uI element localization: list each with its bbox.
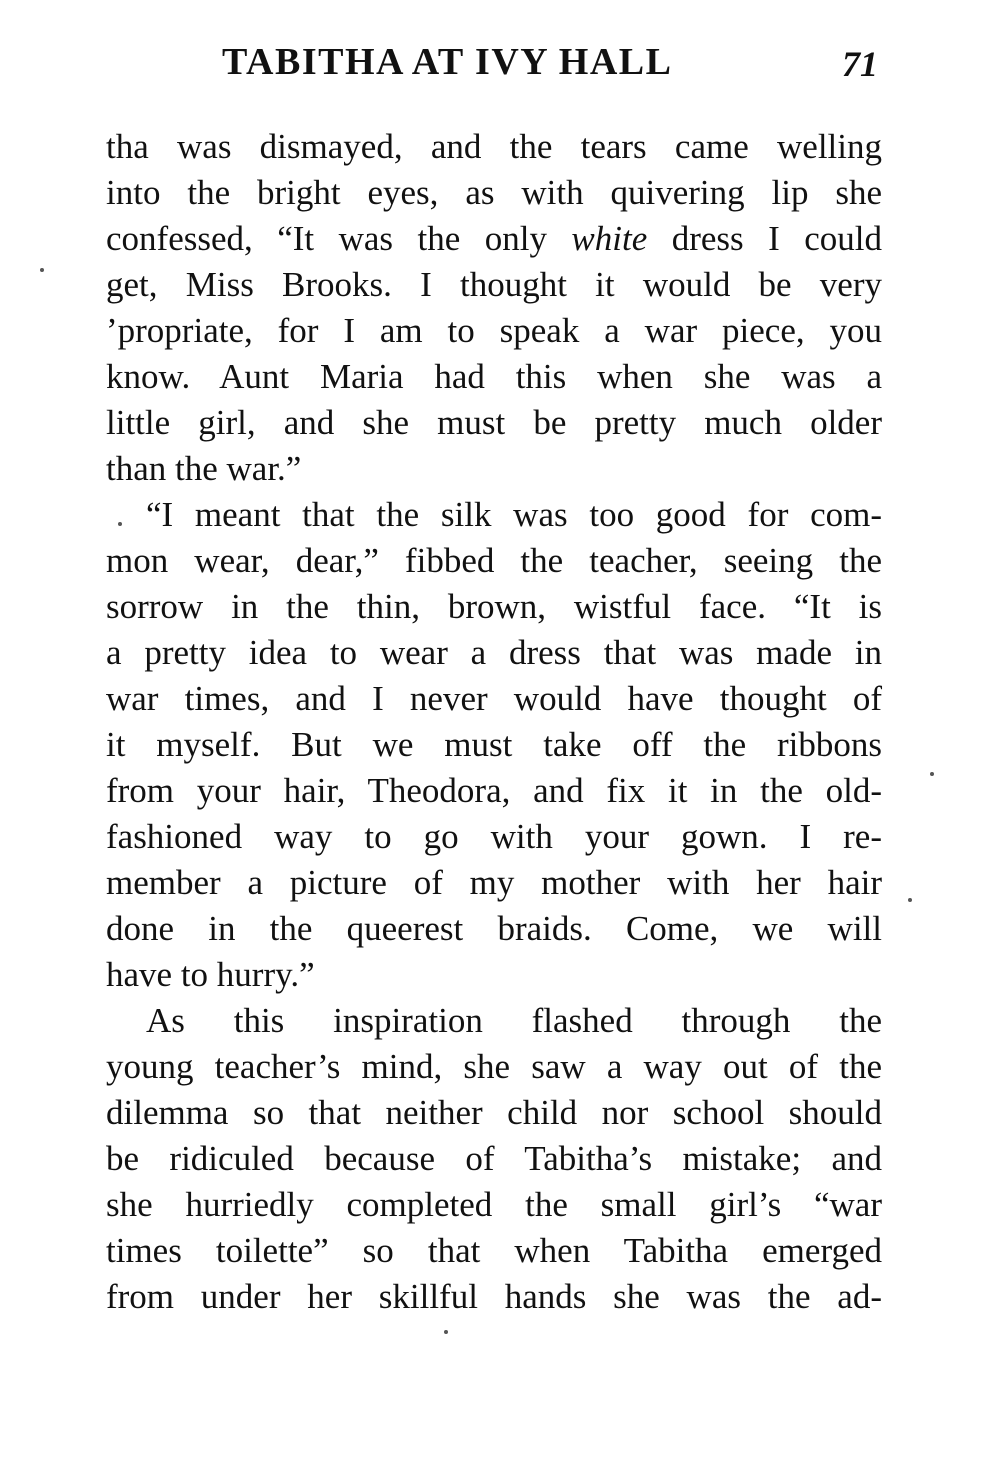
running-title: TABITHA AT IVY HALL — [222, 41, 673, 83]
text-line: a pretty idea to wear a dress that was made in — [106, 633, 882, 672]
text-line: dilemma so that neither child nor school should — [106, 1093, 882, 1132]
text-line: know. Aunt Maria had this when she was a — [106, 357, 882, 396]
text-line: times toilette” so that when Tabitha emerged — [106, 1231, 882, 1270]
text-line: sorrow in the thin, brown, wistful face. “It is — [106, 587, 882, 626]
scan-speck — [930, 772, 934, 776]
text-line: from under her skillful hands she was the ad- — [106, 1277, 882, 1316]
text-line: member a picture of my mother with her hair — [106, 863, 882, 902]
text-segment: dress I could — [647, 219, 882, 258]
text-line: than the war.” — [106, 449, 302, 488]
page-number: 71 — [842, 44, 878, 84]
text-line: tha was dismayed, and the tears came welling — [106, 127, 882, 166]
scan-speck — [40, 268, 44, 272]
text-line: fashioned way to go with your gown. I re- — [106, 817, 882, 856]
text-line: into the bright eyes, as with quivering lip she — [106, 173, 882, 212]
text-line: she hurriedly completed the small girl’s “war — [106, 1185, 882, 1224]
text-line: little girl, and she must be pretty much older — [106, 403, 882, 442]
text-line: ’propriate, for I am to speak a war piece, you — [106, 311, 882, 350]
text-line: As this inspiration flashed through the — [146, 1001, 882, 1040]
text-line: it myself. But we must take off the ribbons — [106, 725, 882, 764]
scan-speck — [444, 1330, 448, 1334]
text-line: war times, and I never would have thought of — [106, 679, 882, 718]
emphasized-word: white — [571, 219, 648, 258]
scan-speck — [908, 898, 912, 902]
text-line: be ridiculed because of Tabitha’s mistake; and — [106, 1139, 882, 1178]
text-line: done in the queerest braids. Come, we will — [106, 909, 882, 948]
text-line-with-emphasis — [106, 216, 882, 262]
body-text — [106, 124, 882, 1320]
text-line: from your hair, Theodora, and fix it in the old- — [106, 771, 882, 810]
text-line: young teacher’s mind, she saw a way out of the — [106, 1047, 882, 1086]
text-line: “I meant that the silk was too good for com- — [146, 495, 882, 534]
text-line: mon wear, dear,” fibbed the teacher, seeing the — [106, 541, 882, 580]
text-segment: confessed, “It was the only — [106, 219, 572, 258]
text-line: get, Miss Brooks. I thought it would be very — [106, 265, 882, 304]
text-line: have to hurry.” — [106, 955, 315, 994]
scan-speck — [118, 522, 122, 526]
running-head — [106, 36, 882, 88]
